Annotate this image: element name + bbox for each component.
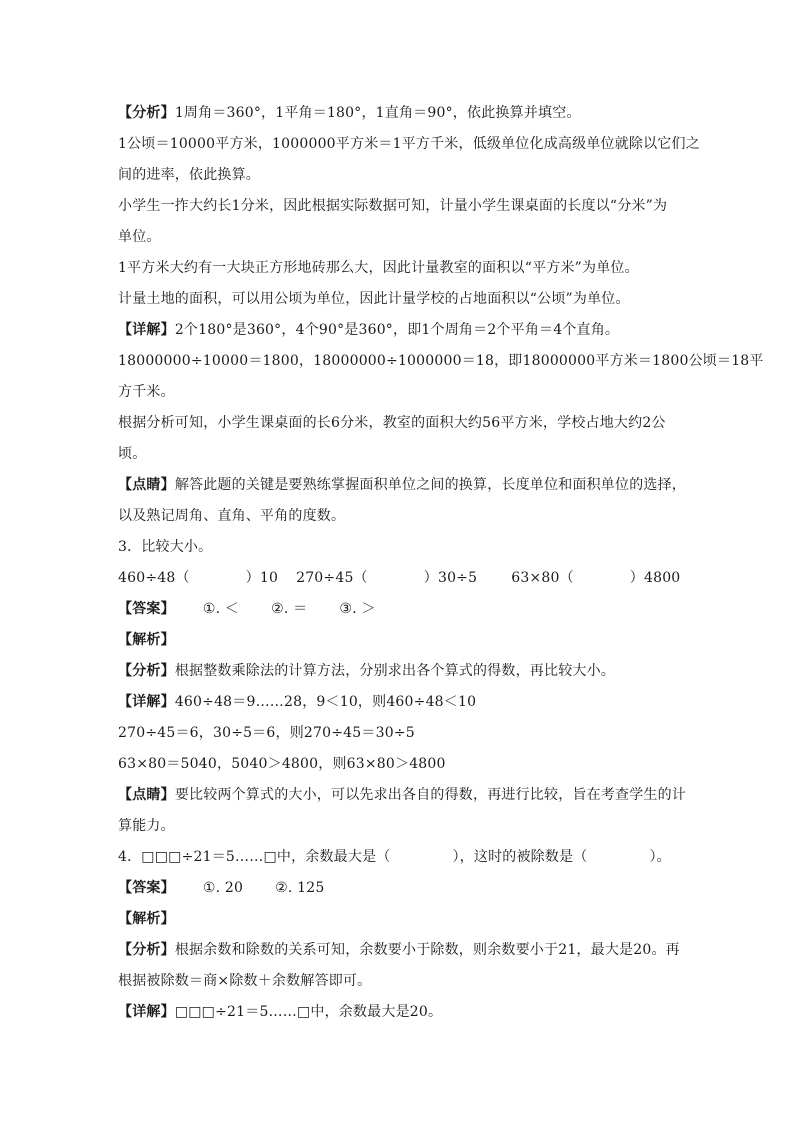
q3-expr-c-right: ）4800: [629, 570, 681, 586]
section-tag: 【分析】: [118, 663, 175, 679]
q4-jiexi-row: [118, 904, 678, 935]
q4-question-row: [118, 842, 678, 873]
line-text: 根据分析可知，小学生课桌面的长6分米，教室的面积大约56平方米，学校占地大约2公: [118, 415, 666, 431]
line-text: 63×80＝5040，5040＞4800，则63×80＞4800: [118, 756, 446, 772]
text-line: [118, 284, 678, 315]
line-text: □□□÷21＝5……□中，余数最大是20。: [174, 1004, 443, 1020]
q4-jiexi-tag: 【解析】: [118, 911, 175, 927]
line-text: 1平方米大约有一大块正方形地砖那么大，因此计量教室的面积以“平方米”为单位。: [118, 260, 639, 276]
text-line: [118, 377, 678, 408]
line-text: 间的进率，依此换算。: [118, 167, 260, 183]
q3-answer-1: ①. ＜: [202, 601, 240, 617]
document-body: [118, 98, 764, 1028]
text-line: [118, 718, 678, 749]
text-line: [118, 253, 678, 284]
text-line: [118, 656, 678, 687]
text-line: [118, 532, 678, 563]
line-text: 1公顷＝10000平方米，1000000平方米＝1平方千米，低级单位化成高级单位就除以它们之: [118, 136, 700, 152]
section-tag: 【详解】: [118, 322, 175, 338]
line-text: 3．比较大小。: [118, 539, 213, 555]
q3-solution-section: [118, 656, 687, 842]
q4-answer-row: [118, 873, 678, 904]
section-tag: 【点睛】: [118, 787, 175, 803]
section-tag: 【点睛】: [118, 477, 175, 493]
text-line: [118, 749, 678, 780]
line-text: 18000000÷10000＝1800，18000000÷1000000＝18，即18000000平方米＝1800公顷＝18平: [118, 353, 764, 369]
text-line: [118, 222, 678, 253]
line-text: 解答此题的关键是要熟练掌握面积单位之间的换算，长度单位和面积单位的选择，: [174, 477, 687, 493]
line-text: 2个180°是360°，4个90°是360°，即1个周角＝2个平角＝4个直角。: [174, 322, 620, 338]
text-line: [118, 997, 678, 1028]
q3-answer-row: [118, 594, 678, 625]
text-line: [118, 966, 678, 997]
q3-expr-b: 270÷45（: [296, 570, 368, 586]
line-text: 根据余数和除数的关系可知，余数要小于除数，则余数要小于21，最大是20。再: [174, 942, 680, 958]
line-text: 方千米。: [118, 384, 175, 400]
q3-compare-row: [118, 563, 681, 594]
text-line: [118, 935, 678, 966]
line-text: 270÷45＝6，30÷5＝6，则270÷45＝30÷5: [118, 725, 415, 741]
line-text: 以及熟记周角、直角、平角的度数。: [118, 508, 346, 524]
q4-answer-2: ②. 125: [275, 880, 325, 896]
line-text: 根据被除数＝商×除数＋余数解答即可。: [118, 973, 372, 989]
q4-part-1: 4．□□□÷21＝5……□中，余数最大是（: [118, 849, 391, 865]
q4-part-2: ），这时的被除数是（: [452, 849, 588, 865]
text-line: [118, 129, 700, 160]
line-text: 1周角＝360°，1平角＝180°，1直角＝90°，依此换算并填空。: [174, 105, 581, 121]
q4-part-3: ）。: [649, 849, 671, 865]
text-line: [118, 346, 764, 377]
q3-answer-3: ③. ＞: [339, 601, 376, 617]
q3-jiexi-row: [118, 625, 678, 656]
text-line: [118, 315, 678, 346]
line-text: 小学生一拃大约长1分米，因此根据实际数据可知，计量小学生课桌面的长度以“分米”为: [118, 198, 668, 214]
q3-expr-b-right: ）30÷5: [423, 570, 478, 586]
q4-solution-section: [118, 935, 678, 1028]
section-tag: 【分析】: [118, 105, 175, 121]
line-text: 算能力。: [118, 818, 175, 834]
line-text: 单位。: [118, 229, 161, 245]
section-tag: 【分析】: [118, 942, 175, 958]
q4-answer-1: ①. 20: [202, 880, 244, 896]
q3-expr-c: 63×80（: [511, 570, 574, 586]
section-tag: 【详解】: [118, 1004, 175, 1020]
text-line: [118, 811, 678, 842]
line-text: 计量土地的面积，可以用公顷为单位，因此计量学校的占地面积以“公顷”为单位。: [118, 291, 630, 307]
text-line: [118, 780, 687, 811]
text-line: [118, 501, 678, 532]
q3-expr-a-right: ）10: [245, 570, 279, 586]
text-line: [118, 439, 678, 470]
line-text: 460÷48＝9……28，9＜10，则460÷48＜10: [174, 694, 477, 710]
section-tag: 【详解】: [118, 694, 175, 710]
line-text: 顷。: [118, 446, 147, 462]
line-text: 根据整数乘除法的计算方法，分别求出各个算式的得数，再比较大小。: [174, 663, 616, 679]
q3-expr-a: 460÷48（: [118, 570, 190, 586]
text-line: [118, 470, 687, 501]
analysis-section: [118, 98, 764, 563]
text-line: [118, 687, 678, 718]
text-line: [118, 98, 678, 129]
q4-answer-tag: 【答案】: [118, 880, 175, 896]
text-line: [118, 160, 678, 191]
q3-jiexi-tag: 【解析】: [118, 632, 175, 648]
q3-answer-tag: 【答案】: [118, 601, 175, 617]
q3-answer-2: ②. ＝: [271, 601, 308, 617]
line-text: 要比较两个算式的大小，可以先求出各自的得数，再进行比较，旨在考查学生的计: [174, 787, 687, 803]
text-line: [118, 408, 678, 439]
text-line: [118, 191, 678, 222]
